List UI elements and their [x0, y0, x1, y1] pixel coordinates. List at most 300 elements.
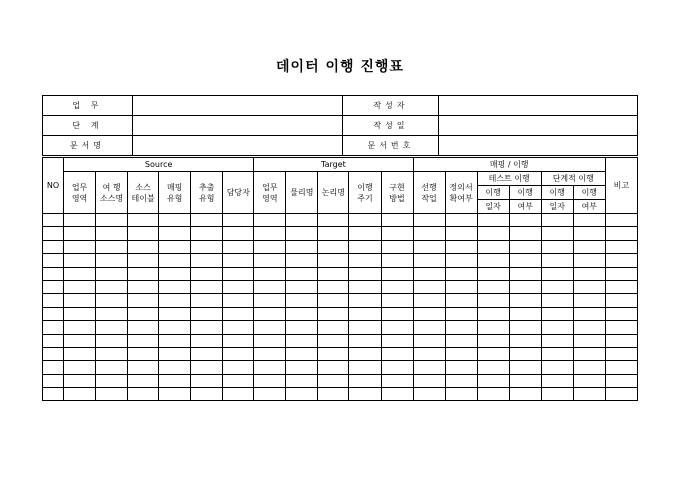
table-cell[interactable] [64, 267, 96, 280]
table-cell[interactable] [509, 240, 541, 253]
table-cell[interactable] [381, 227, 413, 240]
table-cell[interactable] [477, 214, 509, 227]
table-cell[interactable] [286, 214, 318, 227]
table-cell[interactable] [413, 267, 445, 280]
table-cell[interactable] [159, 267, 191, 280]
table-cell[interactable] [254, 334, 286, 347]
table-cell[interactable] [349, 267, 381, 280]
table-cell[interactable] [477, 334, 509, 347]
table-cell[interactable] [43, 388, 64, 401]
table-cell[interactable] [541, 388, 573, 401]
table-cell[interactable] [223, 280, 254, 293]
table-cell[interactable] [318, 388, 349, 401]
table-cell[interactable] [96, 361, 128, 374]
table-cell[interactable] [477, 254, 509, 267]
table-cell[interactable] [96, 321, 128, 334]
table-cell[interactable] [96, 334, 128, 347]
table-cell[interactable] [541, 347, 573, 360]
table-cell[interactable] [318, 227, 349, 240]
table-cell[interactable] [509, 374, 541, 387]
table-cell[interactable] [573, 334, 605, 347]
table-cell[interactable] [223, 361, 254, 374]
table-cell[interactable] [191, 214, 223, 227]
table-cell[interactable] [349, 334, 381, 347]
table-cell[interactable] [128, 307, 159, 320]
table-cell[interactable] [159, 240, 191, 253]
table-cell[interactable] [286, 227, 318, 240]
table-cell[interactable] [413, 374, 445, 387]
table-cell[interactable] [477, 267, 509, 280]
table-cell[interactable] [64, 374, 96, 387]
table-cell[interactable] [191, 280, 223, 293]
table-cell[interactable] [318, 361, 349, 374]
table-cell[interactable] [223, 227, 254, 240]
table-cell[interactable] [159, 280, 191, 293]
table-cell[interactable] [286, 361, 318, 374]
table-cell[interactable] [64, 388, 96, 401]
table-cell[interactable] [477, 280, 509, 293]
table-cell[interactable] [445, 240, 477, 253]
table-cell[interactable] [573, 347, 605, 360]
table-cell[interactable] [605, 254, 637, 267]
table-cell[interactable] [96, 227, 128, 240]
table-cell[interactable] [128, 334, 159, 347]
col-tgt-area: 업무 영역 [254, 172, 286, 214]
table-cell[interactable] [541, 361, 573, 374]
table-cell[interactable] [445, 227, 477, 240]
table-cell[interactable] [413, 321, 445, 334]
table-cell[interactable] [445, 267, 477, 280]
table-cell[interactable] [445, 361, 477, 374]
table-cell[interactable] [159, 294, 191, 307]
table-cell[interactable] [573, 307, 605, 320]
table-cell[interactable] [445, 307, 477, 320]
stage-value[interactable] [132, 116, 343, 136]
table-cell[interactable] [349, 388, 381, 401]
table-cell[interactable] [318, 374, 349, 387]
table-cell[interactable] [64, 240, 96, 253]
table-cell[interactable] [541, 321, 573, 334]
table-cell[interactable] [96, 240, 128, 253]
table-cell[interactable] [381, 294, 413, 307]
table-row [43, 307, 638, 320]
table-row [43, 388, 638, 401]
table-cell[interactable] [254, 254, 286, 267]
table-cell[interactable] [159, 361, 191, 374]
table-cell[interactable] [96, 267, 128, 280]
table-cell[interactable] [349, 361, 381, 374]
table-cell[interactable] [286, 388, 318, 401]
table-cell[interactable] [413, 307, 445, 320]
table-cell[interactable] [573, 388, 605, 401]
table-cell[interactable] [477, 294, 509, 307]
table-cell[interactable] [191, 361, 223, 374]
table-cell[interactable] [605, 240, 637, 253]
table-cell[interactable] [381, 374, 413, 387]
col-src-table: 소스 테이블 [128, 172, 159, 214]
table-cell[interactable] [509, 267, 541, 280]
table-cell[interactable] [477, 374, 509, 387]
table-cell[interactable] [43, 227, 64, 240]
table-cell[interactable] [223, 294, 254, 307]
table-cell[interactable] [318, 321, 349, 334]
table-cell[interactable] [413, 294, 445, 307]
table-cell[interactable] [223, 374, 254, 387]
table-cell[interactable] [381, 240, 413, 253]
table-cell[interactable] [254, 307, 286, 320]
table-cell[interactable] [159, 254, 191, 267]
info-row-stage [43, 116, 638, 136]
table-cell[interactable] [254, 214, 286, 227]
table-cell[interactable] [64, 294, 96, 307]
table-cell[interactable] [223, 388, 254, 401]
table-cell[interactable] [286, 347, 318, 360]
table-cell[interactable] [509, 254, 541, 267]
table-cell[interactable] [413, 227, 445, 240]
table-cell[interactable] [573, 294, 605, 307]
table-cell[interactable] [43, 267, 64, 280]
document-number-value[interactable] [439, 136, 638, 156]
col-test-date-2: 일자 [477, 200, 509, 214]
table-cell[interactable] [541, 214, 573, 227]
table-cell[interactable] [159, 334, 191, 347]
table-cell[interactable] [413, 280, 445, 293]
table-cell[interactable] [128, 361, 159, 374]
table-cell[interactable] [509, 294, 541, 307]
table-cell[interactable] [413, 334, 445, 347]
table-cell[interactable] [509, 347, 541, 360]
table-cell[interactable] [191, 267, 223, 280]
document-name-label: 문서명 [43, 136, 133, 156]
table-cell[interactable] [159, 374, 191, 387]
table-cell[interactable] [509, 361, 541, 374]
table-cell[interactable] [381, 334, 413, 347]
table-cell[interactable] [64, 347, 96, 360]
table-cell[interactable] [254, 321, 286, 334]
table-cell[interactable] [128, 254, 159, 267]
table-cell[interactable] [43, 321, 64, 334]
table-cell[interactable] [349, 280, 381, 293]
table-cell[interactable] [381, 321, 413, 334]
table-row [43, 361, 638, 374]
table-cell[interactable] [128, 280, 159, 293]
table-cell[interactable] [96, 388, 128, 401]
table-cell[interactable] [477, 321, 509, 334]
table-cell[interactable] [159, 321, 191, 334]
table-cell[interactable] [159, 388, 191, 401]
table-cell[interactable] [43, 240, 64, 253]
table-cell[interactable] [541, 307, 573, 320]
table-cell[interactable] [541, 280, 573, 293]
table-cell[interactable] [349, 294, 381, 307]
table-cell[interactable] [159, 307, 191, 320]
table-cell[interactable] [286, 240, 318, 253]
col-src-mapping-type: 매핑 유형 [159, 172, 191, 214]
table-cell[interactable] [254, 294, 286, 307]
table-cell[interactable] [43, 347, 64, 360]
col-tgt-logical: 논리명 [318, 172, 349, 214]
table-cell[interactable] [43, 214, 64, 227]
table-cell[interactable] [573, 321, 605, 334]
table-cell[interactable] [318, 280, 349, 293]
table-cell[interactable] [605, 374, 637, 387]
col-stage-date-2: 일자 [541, 200, 573, 214]
table-cell[interactable] [477, 388, 509, 401]
table-cell[interactable] [128, 321, 159, 334]
table-cell[interactable] [605, 280, 637, 293]
table-cell[interactable] [445, 321, 477, 334]
table-cell[interactable] [254, 267, 286, 280]
table-cell[interactable] [573, 227, 605, 240]
table-cell[interactable] [159, 347, 191, 360]
table-cell[interactable] [64, 334, 96, 347]
table-cell[interactable] [541, 254, 573, 267]
table-cell[interactable] [541, 294, 573, 307]
table-cell[interactable] [318, 214, 349, 227]
table-cell[interactable] [43, 294, 64, 307]
table-cell[interactable] [254, 374, 286, 387]
table-cell[interactable] [286, 294, 318, 307]
table-cell[interactable] [191, 374, 223, 387]
table-cell[interactable] [541, 267, 573, 280]
table-cell[interactable] [223, 334, 254, 347]
table-cell[interactable] [413, 388, 445, 401]
table-cell[interactable] [286, 307, 318, 320]
table-cell[interactable] [413, 240, 445, 253]
table-cell[interactable] [191, 227, 223, 240]
table-cell[interactable] [349, 321, 381, 334]
table-cell[interactable] [509, 388, 541, 401]
table-cell[interactable] [349, 307, 381, 320]
group-source: Source [64, 158, 254, 172]
table-cell[interactable] [318, 347, 349, 360]
table-cell[interactable] [43, 254, 64, 267]
table-cell[interactable] [605, 267, 637, 280]
table-cell[interactable] [445, 374, 477, 387]
table-cell[interactable] [223, 307, 254, 320]
table-cell[interactable] [318, 240, 349, 253]
table-cell[interactable] [191, 240, 223, 253]
table-cell[interactable] [573, 254, 605, 267]
table-cell[interactable] [318, 254, 349, 267]
table-cell[interactable] [128, 388, 159, 401]
table-cell[interactable] [349, 240, 381, 253]
table-cell[interactable] [509, 280, 541, 293]
table-body [43, 214, 638, 401]
table-cell[interactable] [541, 334, 573, 347]
table-cell[interactable] [318, 267, 349, 280]
table-cell[interactable] [286, 334, 318, 347]
table-cell[interactable] [477, 227, 509, 240]
col-map-definition: 정의서 확여부 [445, 172, 477, 214]
table-cell[interactable] [605, 388, 637, 401]
table-cell[interactable] [445, 254, 477, 267]
table-row [43, 294, 638, 307]
table-cell[interactable] [286, 321, 318, 334]
table-cell[interactable] [191, 307, 223, 320]
table-cell[interactable] [191, 254, 223, 267]
table-cell[interactable] [64, 307, 96, 320]
table-cell[interactable] [573, 267, 605, 280]
table-cell[interactable] [573, 240, 605, 253]
table-cell[interactable] [605, 214, 637, 227]
table-cell[interactable] [445, 347, 477, 360]
table-row [43, 267, 638, 280]
table-cell[interactable] [445, 214, 477, 227]
table-cell[interactable] [381, 361, 413, 374]
col-stage-done: 이행 [573, 186, 605, 200]
table-cell[interactable] [509, 307, 541, 320]
table-cell[interactable] [43, 361, 64, 374]
table-cell[interactable] [286, 280, 318, 293]
table-cell[interactable] [43, 334, 64, 347]
table-cell[interactable] [318, 334, 349, 347]
table-cell[interactable] [128, 294, 159, 307]
table-cell[interactable] [509, 334, 541, 347]
table-cell[interactable] [159, 214, 191, 227]
table-cell[interactable] [573, 361, 605, 374]
table-cell[interactable] [349, 214, 381, 227]
table-cell[interactable] [223, 240, 254, 253]
table-cell[interactable] [381, 388, 413, 401]
table-cell[interactable] [96, 254, 128, 267]
col-stage-date: 이행 [541, 186, 573, 200]
table-cell[interactable] [381, 267, 413, 280]
table-cell[interactable] [541, 240, 573, 253]
table-cell[interactable] [254, 361, 286, 374]
table-cell[interactable] [96, 214, 128, 227]
author-value[interactable] [439, 96, 638, 116]
table-cell[interactable] [128, 240, 159, 253]
table-cell[interactable] [381, 307, 413, 320]
table-cell[interactable] [254, 240, 286, 253]
table-cell[interactable] [605, 307, 637, 320]
table-cell[interactable] [128, 374, 159, 387]
table-cell[interactable] [191, 294, 223, 307]
table-cell[interactable] [223, 321, 254, 334]
table-cell[interactable] [96, 294, 128, 307]
table-cell[interactable] [159, 227, 191, 240]
table-cell[interactable] [509, 321, 541, 334]
table-cell[interactable] [128, 267, 159, 280]
table-cell[interactable] [381, 280, 413, 293]
document-name-value[interactable] [132, 136, 343, 156]
document-title: 데이터 이행 진행표 [276, 59, 404, 75]
table-cell[interactable] [64, 227, 96, 240]
table-cell[interactable] [541, 374, 573, 387]
table-cell[interactable] [43, 374, 64, 387]
table-cell[interactable] [318, 307, 349, 320]
table-cell[interactable] [605, 334, 637, 347]
table-cell[interactable] [605, 321, 637, 334]
table-cell[interactable] [223, 214, 254, 227]
table-cell[interactable] [96, 347, 128, 360]
table-cell[interactable] [254, 227, 286, 240]
table-cell[interactable] [64, 280, 96, 293]
table-cell[interactable] [286, 254, 318, 267]
table-cell[interactable] [128, 347, 159, 360]
table-cell[interactable] [128, 227, 159, 240]
col-remarks: 비고 [605, 158, 637, 214]
table-cell[interactable] [573, 214, 605, 227]
table-cell[interactable] [413, 361, 445, 374]
table-row [43, 374, 638, 387]
col-test-done-2: 여부 [509, 200, 541, 214]
table-cell[interactable] [96, 307, 128, 320]
table-cell[interactable] [509, 214, 541, 227]
table-cell[interactable] [445, 294, 477, 307]
table-cell[interactable] [128, 214, 159, 227]
table-cell[interactable] [573, 374, 605, 387]
table-cell[interactable] [349, 254, 381, 267]
table-cell[interactable] [223, 347, 254, 360]
table-cell[interactable] [96, 280, 128, 293]
table-cell[interactable] [413, 347, 445, 360]
header-row-2 [43, 172, 638, 186]
table-cell[interactable] [191, 347, 223, 360]
table-cell[interactable] [477, 307, 509, 320]
table-cell[interactable] [413, 214, 445, 227]
table-cell[interactable] [541, 227, 573, 240]
table-cell[interactable] [509, 227, 541, 240]
table-cell[interactable] [605, 361, 637, 374]
table-cell[interactable] [413, 254, 445, 267]
business-value[interactable] [132, 96, 343, 116]
document-number-label: 문서번호 [343, 136, 439, 156]
table-cell[interactable] [605, 227, 637, 240]
table-cell[interactable] [191, 388, 223, 401]
table-cell[interactable] [445, 388, 477, 401]
table-cell[interactable] [381, 214, 413, 227]
table-cell[interactable] [43, 307, 64, 320]
table-row [43, 347, 638, 360]
table-cell[interactable] [254, 388, 286, 401]
table-cell[interactable] [191, 334, 223, 347]
table-cell[interactable] [349, 374, 381, 387]
col-stage-done-2: 여부 [573, 200, 605, 214]
table-cell[interactable] [477, 347, 509, 360]
table-cell[interactable] [349, 227, 381, 240]
table-cell[interactable] [223, 254, 254, 267]
table-cell[interactable] [349, 347, 381, 360]
table-cell[interactable] [64, 361, 96, 374]
date-value[interactable] [439, 116, 638, 136]
table-cell[interactable] [318, 294, 349, 307]
table-cell[interactable] [605, 347, 637, 360]
table-cell[interactable] [477, 240, 509, 253]
table-cell[interactable] [43, 280, 64, 293]
table-cell[interactable] [191, 321, 223, 334]
table-cell[interactable] [64, 214, 96, 227]
table-cell[interactable] [605, 294, 637, 307]
col-src-area: 업무 영역 [64, 172, 96, 214]
table-cell[interactable] [64, 321, 96, 334]
table-cell[interactable] [381, 347, 413, 360]
table-cell[interactable] [64, 254, 96, 267]
table-cell[interactable] [573, 280, 605, 293]
table-cell[interactable] [286, 374, 318, 387]
table-cell[interactable] [223, 267, 254, 280]
table-cell[interactable] [477, 361, 509, 374]
table-cell[interactable] [445, 334, 477, 347]
table-cell[interactable] [254, 347, 286, 360]
table-cell[interactable] [254, 280, 286, 293]
table-cell[interactable] [381, 254, 413, 267]
table-cell[interactable] [445, 280, 477, 293]
table-row [43, 214, 638, 227]
table-cell[interactable] [96, 374, 128, 387]
table-cell[interactable] [286, 267, 318, 280]
